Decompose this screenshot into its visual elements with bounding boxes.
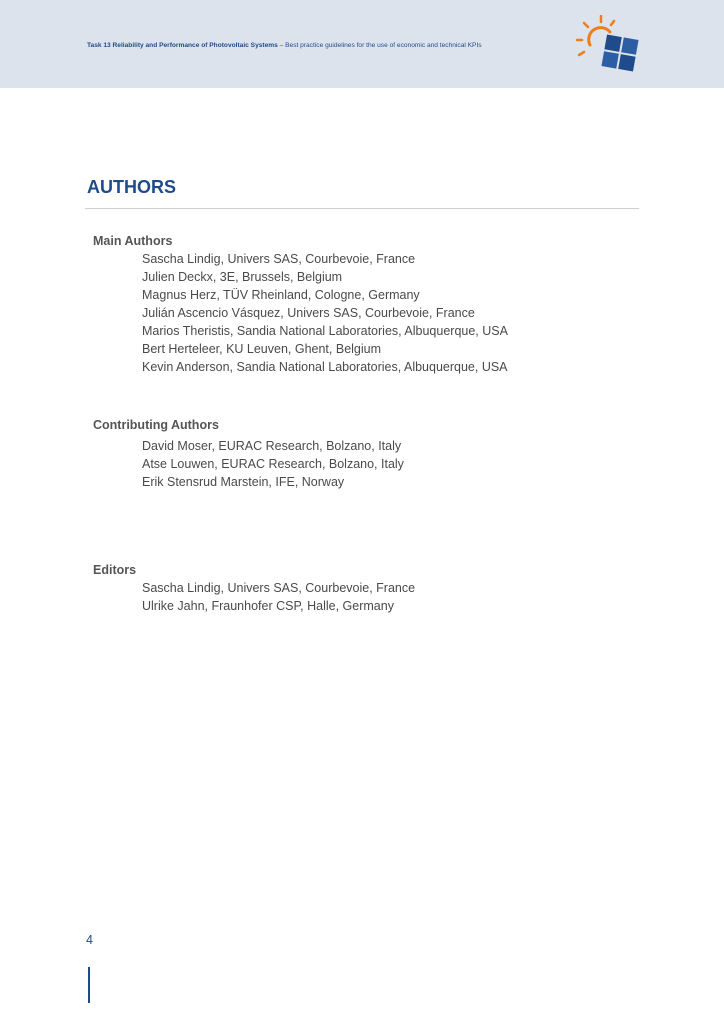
section-heading-editors: Editors [93, 563, 137, 577]
list-item: Sascha Lindig, Univers SAS, Courbevoie, France [142, 252, 416, 266]
list-item: Julián Ascencio Vásquez, Univers SAS, Courbevoie, France [142, 306, 475, 320]
running-header [87, 42, 482, 49]
list-item: Magnus Herz, TÜV Rheinland, Cologne, Germany [142, 288, 420, 302]
section-heading-main-authors: Main Authors [93, 234, 173, 248]
running-header-task-title: Task 13 Reliability and Performance of Photovoltaic Systems [87, 42, 278, 49]
editors-list [142, 579, 415, 615]
contributing-authors-list [142, 437, 404, 491]
main-authors-list [142, 250, 508, 376]
list-item: Marios Theristis, Sandia National Laboratories, Albuquerque, USA [142, 324, 508, 338]
section-heading-contributing-authors: Contributing Authors [93, 418, 219, 432]
list-item: Sascha Lindig, Univers SAS, Courbevoie, France [142, 581, 416, 595]
list-item: Atse Louwen, EURAC Research, Bolzano, Italy [142, 457, 404, 471]
list-item: Erik Stensrud Marstein, IFE, Norway [142, 475, 345, 489]
page-title: AUTHORS [87, 177, 176, 197]
footer-accent-bar [88, 967, 90, 1003]
title-divider [85, 208, 639, 209]
list-item: David Moser, EURAC Research, Bolzano, Italy [142, 439, 402, 453]
list-item: Bert Herteleer, KU Leuven, Ghent, Belgium [142, 342, 382, 356]
list-item: Ulrike Jahn, Fraunhofer CSP, Halle, Germany [142, 599, 394, 613]
sun-and-solar-panel-icon [576, 15, 640, 75]
list-item: Julien Deckx, 3E, Brussels, Belgium [142, 270, 343, 284]
running-header-subtitle: – Best practice guidelines for the use of economic and technical KPIs [277, 42, 482, 49]
page-number: 4 [86, 933, 93, 947]
list-item: Kevin Anderson, Sandia National Laboratories, Albuquerque, USA [142, 360, 508, 374]
